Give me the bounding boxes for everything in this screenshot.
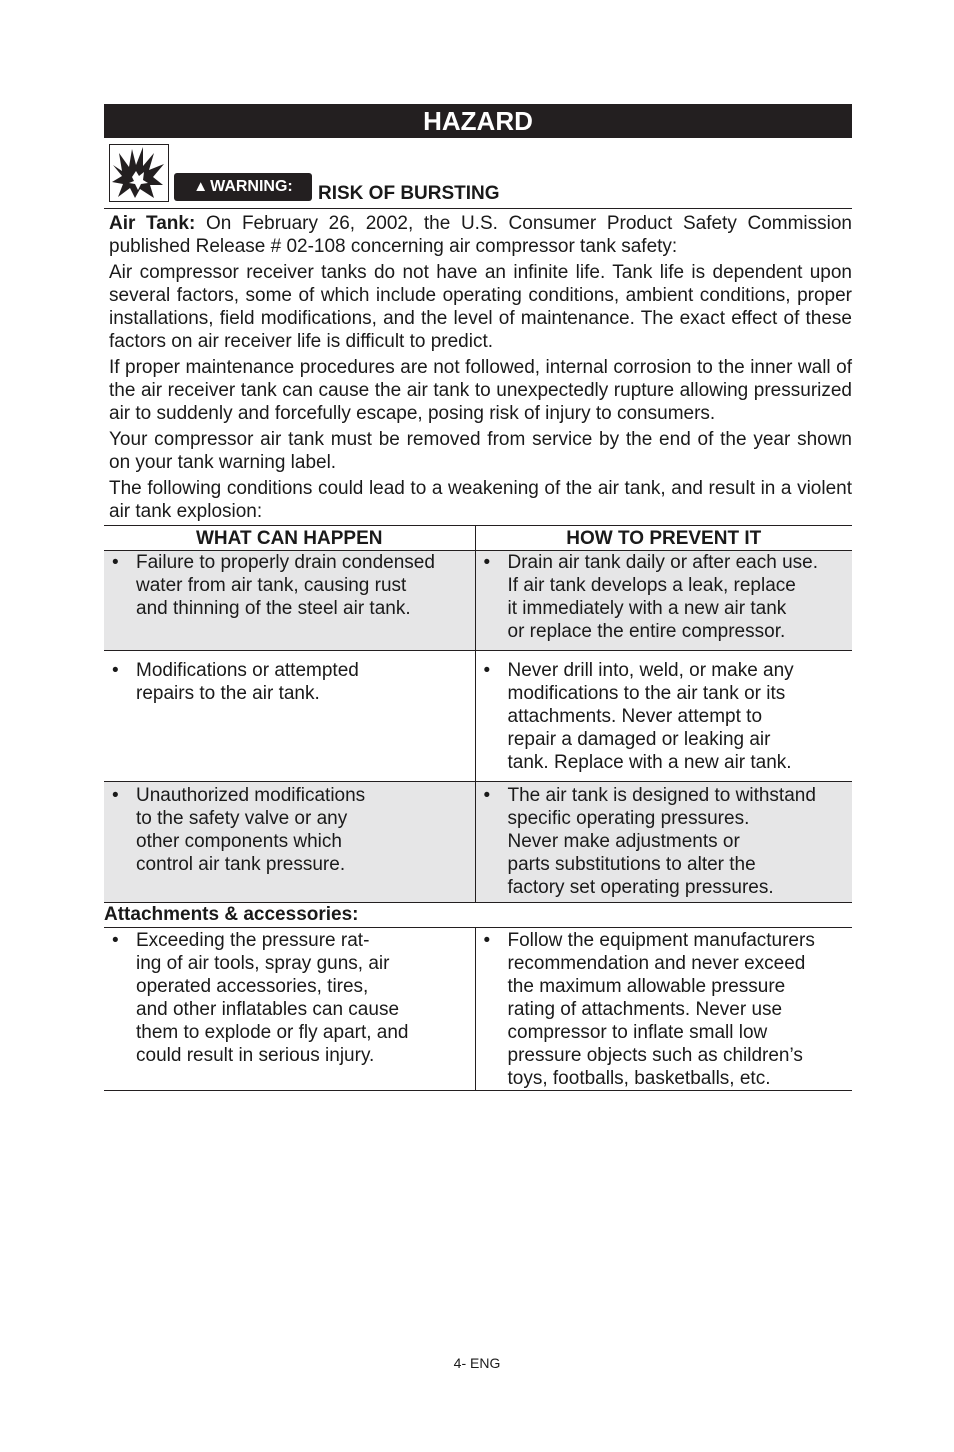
text-line: attachments. Never attempt to	[507, 706, 763, 727]
bullet: •	[483, 785, 491, 806]
hazard-page	[104, 104, 852, 1091]
table-header-row	[104, 526, 852, 551]
bullet: •	[112, 660, 119, 681]
text-line: compressor to inflate small low	[507, 1022, 768, 1043]
bullet: •	[483, 552, 491, 573]
text-line: tank. Replace with a new air tank.	[507, 752, 792, 773]
text-line: Unauthorized modifications	[136, 785, 366, 806]
warning-badge	[174, 173, 312, 201]
bullet: •	[483, 930, 491, 951]
text-line: The air tank is designed to withstand	[507, 785, 816, 806]
header-what-can-happen: WHAT CAN HAPPEN	[104, 526, 475, 551]
text-line: specific operating pressures.	[507, 808, 750, 829]
hazard-table	[104, 525, 852, 1091]
text-line: Exceeding the pressure rat-	[136, 930, 370, 951]
text-line: or replace the entire compressor.	[507, 621, 786, 642]
table-row	[104, 928, 852, 1091]
table-row	[104, 551, 852, 651]
prevent-cell	[475, 651, 852, 782]
text-line: other components which	[136, 831, 342, 852]
text-line: water from air tank, causing rust	[136, 575, 407, 596]
text-line: control air tank pressure.	[136, 854, 346, 875]
bullet: •	[483, 660, 491, 681]
text-line: operated accessories, tires,	[136, 976, 369, 997]
text-line: repair a damaged or leaking air	[507, 729, 771, 750]
happen-cell	[104, 551, 475, 651]
intro-paragraph-3: If proper maintenance procedures are not followed, internal corrosion to the inner wall of the air receiver tank can cause the air tank to unexpectedly rupture allowing pressurized air to suddenly and forcefully escape, posing risk of injury to consumers.	[109, 357, 852, 424]
hazard-banner: HAZARD	[104, 104, 852, 138]
text-line: Never make adjustments or	[507, 831, 740, 852]
text-line: to the safety valve or any	[136, 808, 348, 829]
text-line: ing of air tools, spray guns, air	[136, 953, 390, 974]
intro-paragraph-2: Air compressor receiver tanks do not have an infinite life. Tank life is dependent upon several factors, some of which include operating conditions, ambient conditions, proper installations, field modifications, and the level of maintenance. The exact effect of these factors on air receiver life is difficult to predict.	[109, 262, 852, 352]
text-line: and other inflatables can cause	[136, 999, 400, 1020]
text-line: rating of attachments. Never use	[507, 999, 783, 1020]
prevent-cell	[475, 928, 852, 1091]
intro-lead: Air Tank:	[109, 213, 196, 234]
bullet: •	[112, 552, 119, 573]
text-line: parts substitutions to alter the	[507, 854, 756, 875]
text-line: If air tank develops a leak, replace	[507, 575, 796, 596]
happen-cell	[104, 782, 475, 903]
text-line: toys, footballs, basketballs, etc.	[507, 1068, 771, 1089]
warning-triangle-icon: ▲	[193, 178, 209, 195]
text-line: them to explode or fly apart, and	[136, 1022, 409, 1043]
text-line: Drain air tank daily or after each use.	[507, 552, 818, 573]
table-row	[104, 782, 852, 903]
bullet: •	[112, 930, 119, 951]
text-line: pressure objects such as children’s	[507, 1045, 803, 1066]
happen-cell	[104, 651, 475, 782]
risk-title: RISK OF BURSTING	[318, 183, 500, 204]
text-line: it immediately with a new air tank	[507, 598, 787, 619]
intro-paragraph-5: The following conditions could lead to a weakening of the air tank, and result in a violent air tank explosion:	[109, 478, 852, 522]
text-line: repairs to the air tank.	[136, 683, 320, 704]
prevent-cell	[475, 551, 852, 651]
section-row	[104, 903, 852, 928]
bullet: •	[112, 785, 119, 806]
text-line: Follow the equipment manufacturers	[507, 930, 815, 951]
section-label: Attachments & accessories:	[104, 903, 852, 928]
prevent-cell	[475, 782, 852, 903]
text-line: recommendation and never exceed	[507, 953, 806, 974]
text-line: Modifications or attempted	[136, 660, 359, 681]
intro-p1-text: On February 26, 2002, the U.S. Consumer Product Safety Commission published Release # 02-108 concerning air compressor tank safety:	[109, 213, 852, 257]
text-line: Failure to properly drain condensed	[136, 552, 435, 573]
hazard-header-row	[104, 142, 852, 209]
header-how-to-prevent: HOW TO PREVENT IT	[475, 526, 852, 551]
intro-paragraph-4: Your compressor air tank must be removed from service by the end of the year shown on your tank warning label.	[109, 429, 852, 473]
intro-paragraph-1	[109, 212, 852, 258]
text-line: factory set operating pressures.	[507, 877, 774, 898]
text-line: and thinning of the steel air tank.	[136, 598, 411, 619]
warning-badge-label: WARNING:	[210, 178, 293, 195]
table-row	[104, 651, 852, 782]
explosion-icon	[109, 144, 169, 202]
text-line: Never drill into, weld, or make any	[507, 660, 794, 681]
page-number: 4- ENG	[453, 1355, 501, 1371]
text-line: could result in serious injury.	[136, 1045, 375, 1066]
text-line: modifications to the air tank or its	[507, 683, 786, 704]
text-line: the maximum allowable pressure	[507, 976, 786, 997]
happen-cell	[104, 928, 475, 1091]
